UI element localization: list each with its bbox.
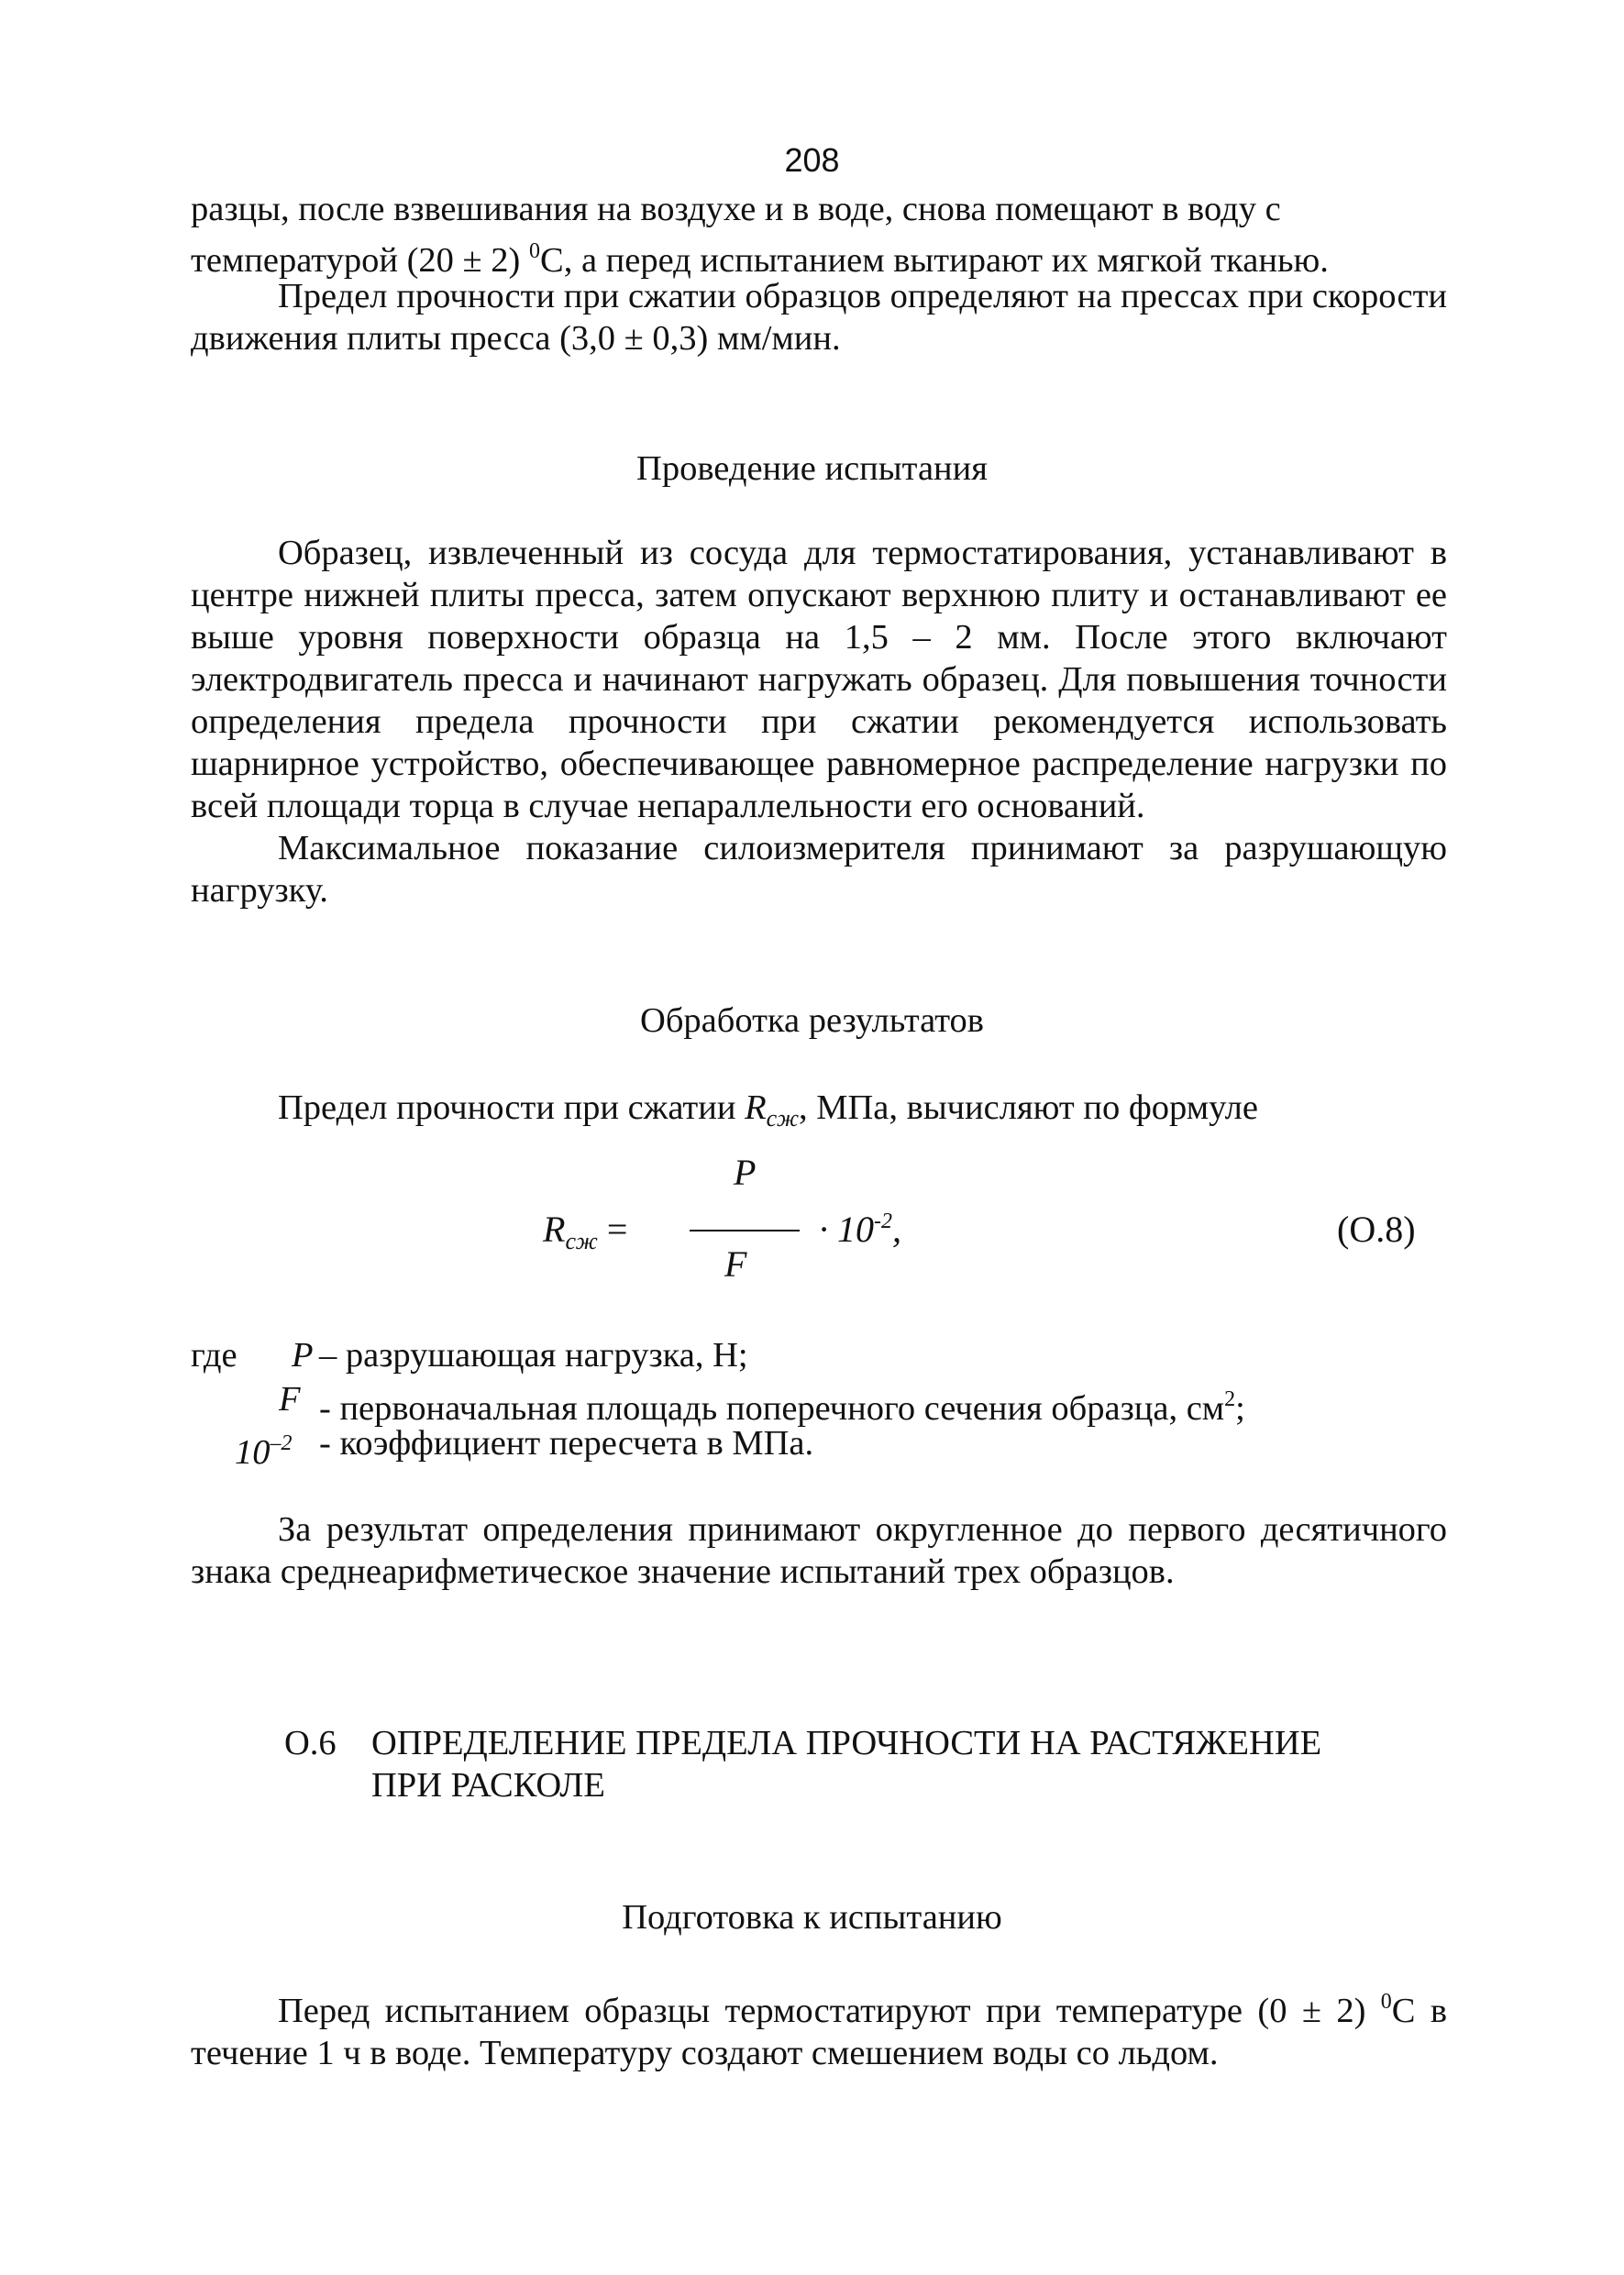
variable-description: - первоначальная площадь поперечного сечения образца, $см^2$;	[319, 1387, 1245, 1428]
paragraph-text: С, а перед испытанием вытирают их мягкой тканью.	[540, 241, 1329, 280]
paragraph-text: Перед испытанием образцы термостатируют при температуре (0 ± 2)	[278, 1992, 1381, 2030]
formula-number: (О.8)	[1337, 1209, 1416, 1250]
heading-results-processing: Обработка результатов	[640, 1001, 984, 1040]
formula-factor: · $10^{-2}$,	[819, 1209, 901, 1250]
variable-symbol: F	[279, 1380, 301, 1419]
section-title-line: ОПРЕДЕЛЕНИЕ ПРЕДЕЛА ПРОЧНОСТИ НА РАСТЯЖЕНИЕ	[371, 1724, 1322, 1762]
variable-symbol: $10^{-2}$	[235, 1431, 293, 1472]
paragraph-max-load	[191, 827, 1447, 911]
paragraph-thermostat	[191, 1981, 1447, 2074]
paragraph-text: , МПа, вычисляют по формуле	[799, 1088, 1258, 1127]
paragraph-text: Предел прочности при сжатии образцов определяют на прессах при скорости движения плиты пресса (3,0 ± 0,3) мм/мин.	[191, 277, 1447, 358]
paragraph-result-rounding	[191, 1508, 1447, 1593]
paragraph-text: Максимальное показание силоизмерителя принимают за разрушающую нагрузку.	[191, 829, 1447, 910]
paragraph-text: температурой (20 ± 2)	[191, 241, 530, 280]
formula-lhs: $R_{сж}$ =	[543, 1209, 628, 1254]
page-number: 208	[784, 141, 840, 179]
section-number: О.6	[284, 1724, 337, 1762]
list-item	[0, 1422, 1624, 1472]
symbol-r: R	[745, 1088, 767, 1127]
paragraph-text: Образец, извлеченный из сосуда для термостатирования, устанавливают в центре нижней плиты пресса, затем опускают верхнюю плиту и останавливают ее выше уровня поверхности образца на 1,5 – 2 мм. После этого включают электродвигатель пресса и начинают нагружать образец. Для повышения точности определения предела прочности при сжатии рекомендуется использовать шарнирное устройство, обеспечивающее равномерное распределение нагрузки по всей площади торца в случае непараллельности его оснований.	[191, 534, 1447, 825]
variable-description: - коэффициент пересчета в МПа.	[319, 1424, 814, 1463]
paragraph-press-speed	[191, 275, 1447, 359]
paragraph-text: Предел прочности при сжатии	[278, 1088, 746, 1127]
list-item	[0, 1378, 1624, 1428]
fraction-bar	[690, 1230, 800, 1231]
paragraph-formula-intro	[191, 1087, 1447, 1140]
variable-description: – разрушающая нагрузка, Н;	[319, 1336, 748, 1375]
degree-superscript: 0	[529, 239, 541, 263]
variable-symbol: P	[292, 1336, 314, 1375]
formula-numerator: P	[734, 1152, 757, 1193]
paragraph-text: За результат определения принимают округленное до первого десятичного знака среднеарифметическое значение испытаний трех образцов.	[191, 1510, 1447, 1591]
where-label: где	[191, 1336, 238, 1375]
heading-test-procedure: Проведение испытания	[636, 449, 988, 488]
paragraph-text: С в течение 1 ч в воде. Температуру создают смешением воды со льдом.	[191, 1992, 1447, 2072]
paragraph-continuation	[191, 188, 1447, 282]
degree-superscript: 0	[1380, 1990, 1392, 2014]
paragraph-procedure	[191, 532, 1447, 827]
formula-denominator: F	[724, 1243, 747, 1285]
heading-test-preparation: Подготовка к испытанию	[622, 1898, 1002, 1937]
list-item	[0, 1334, 1624, 1378]
section-title-line: ПРИ РАСКОЛЕ	[371, 1766, 605, 1805]
paragraph-line: разцы, после взвешивания на воздухе и в воде, снова помещают в воду с	[191, 190, 1281, 228]
symbol-subscript: сж	[766, 1105, 800, 1132]
formula-o8	[0, 1151, 1624, 1307]
